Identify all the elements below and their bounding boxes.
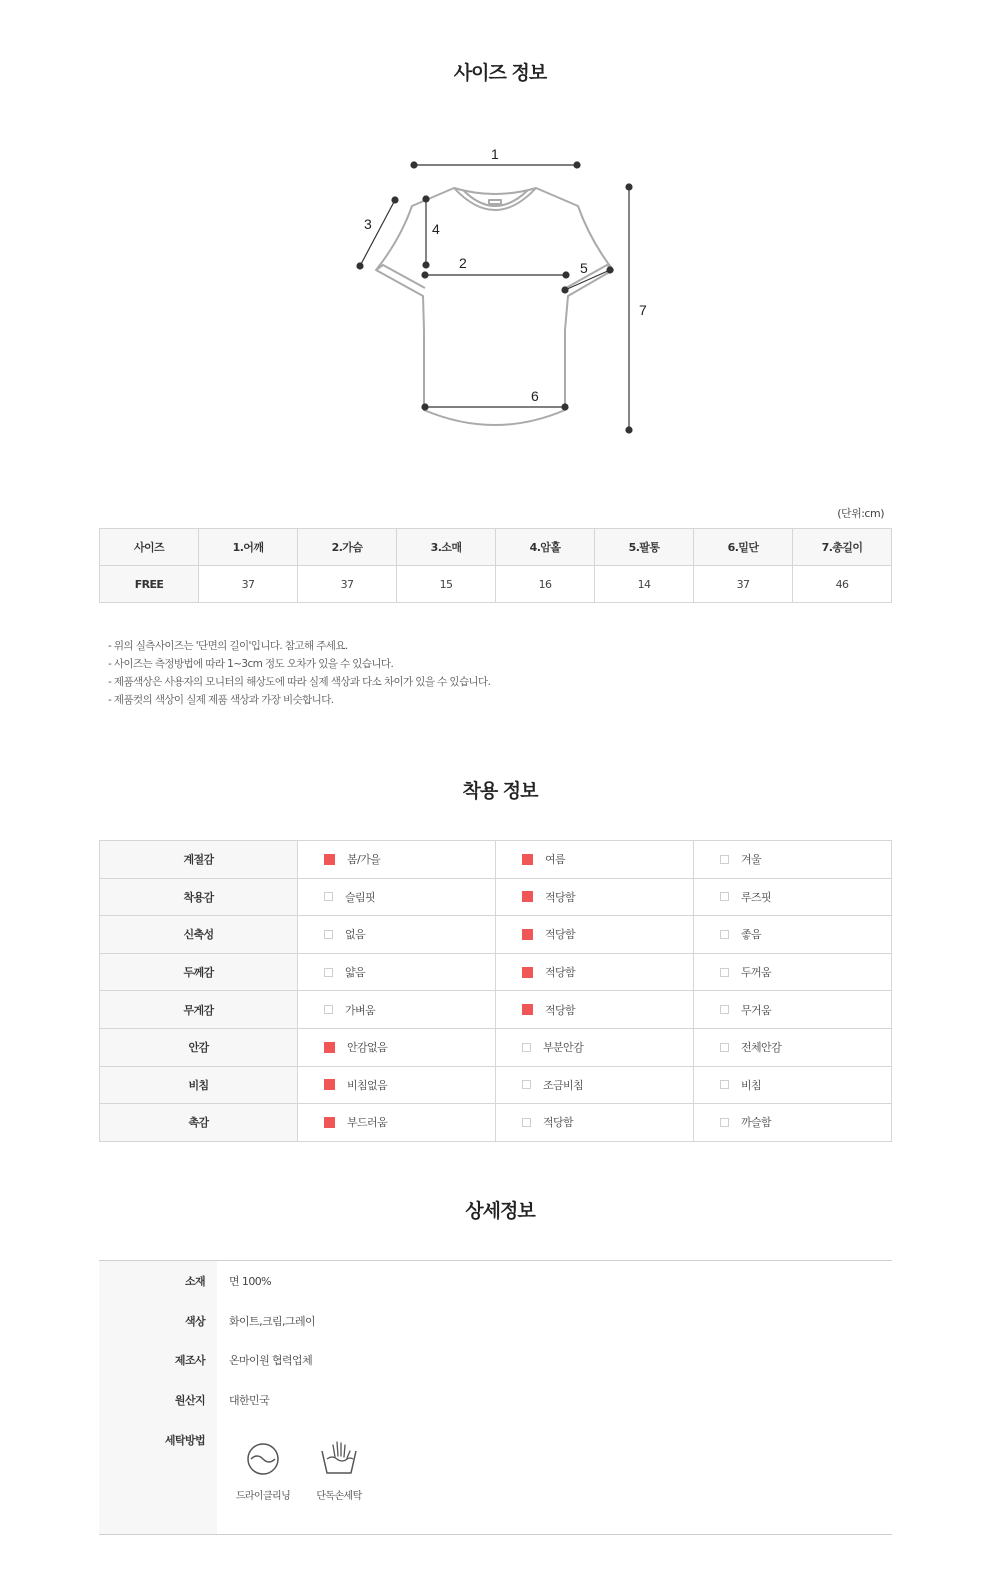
- fit-option-cell: [694, 1104, 892, 1142]
- unchecked-box-icon: [720, 1043, 729, 1052]
- checked-box-icon: [324, 854, 335, 865]
- fit-option-label: 적당함: [543, 1116, 574, 1130]
- checked-box-icon: [522, 1004, 533, 1015]
- fit-option-label: 부분안감: [543, 1041, 584, 1055]
- fit-option-label: 비침없음: [347, 1078, 388, 1092]
- unchecked-box-icon: [324, 930, 333, 939]
- unchecked-box-icon: [522, 1080, 531, 1089]
- fit-option-label: 여름: [545, 853, 566, 867]
- dim-label-4: 4: [432, 221, 440, 237]
- fit-option-cell: [298, 1028, 496, 1066]
- tshirt-outline: [376, 188, 613, 425]
- size-table: [99, 528, 892, 603]
- detail-table: [99, 1260, 892, 1535]
- dim-label-7: 7: [639, 302, 647, 318]
- fit-row-label: 착용감: [100, 878, 298, 916]
- size-header-cell: 1.어깨: [199, 529, 298, 566]
- dry-cleaning-icon: [245, 1441, 281, 1477]
- fit-option-cell: [496, 991, 694, 1029]
- unit-label: (단위:cm): [837, 507, 884, 520]
- size-header-cell: 5.팔통: [595, 529, 694, 566]
- fit-option: [496, 964, 693, 980]
- fit-option-cell: [496, 878, 694, 916]
- fit-info-title: 착용 정보: [462, 780, 538, 802]
- color-label: 색상: [184, 1315, 205, 1328]
- fit-row-label: 무게감: [100, 991, 298, 1029]
- checked-box-icon: [522, 854, 533, 865]
- fit-option: [298, 1114, 495, 1130]
- fit-option: [496, 1039, 693, 1055]
- fit-option: [496, 889, 693, 905]
- fit-option: [694, 889, 891, 905]
- fit-option-label: 적당함: [545, 928, 576, 942]
- fit-option-cell: [496, 1028, 694, 1066]
- fit-row-label: 비침: [100, 1066, 298, 1104]
- material-value: 면 100%: [229, 1275, 271, 1288]
- fit-row: [100, 841, 892, 879]
- size-table-row: [100, 566, 892, 603]
- fit-row: [100, 953, 892, 991]
- fit-option-cell: [496, 916, 694, 954]
- fit-option-label: 없음: [345, 928, 366, 942]
- fit-option-cell: [496, 1104, 694, 1142]
- fit-option-cell: [298, 841, 496, 879]
- hand-wash-label: 단독손세탁: [316, 1491, 362, 1502]
- fit-option: [496, 851, 693, 867]
- fit-option-label: 얇음: [345, 966, 366, 980]
- size-header-cell: 2.가슴: [298, 529, 397, 566]
- fit-option-label: 적당함: [545, 966, 576, 980]
- wash-label: 세탁방법: [164, 1434, 205, 1447]
- size-value-cell: 16: [496, 566, 595, 603]
- detail-info-title: 상세정보: [465, 1200, 535, 1222]
- fit-option: [298, 1077, 495, 1093]
- material-label: 소재: [184, 1275, 205, 1288]
- dim-label-5: 5: [580, 260, 588, 276]
- fit-row: [100, 1104, 892, 1142]
- fit-option-cell: [298, 991, 496, 1029]
- checked-box-icon: [522, 891, 533, 902]
- note-item: - 제품색상은 사용자의 모니터의 해상도에 따라 실제 색상과 다소 차이가 있을 수 있습니다.: [108, 676, 491, 688]
- fit-option-label: 봄/가을: [347, 853, 381, 867]
- fit-option-cell: [298, 878, 496, 916]
- checked-box-icon: [324, 1042, 335, 1053]
- fit-row-label: 촉감: [100, 1104, 298, 1142]
- size-name-cell: FREE: [100, 566, 199, 603]
- unchecked-box-icon: [720, 1005, 729, 1014]
- hand-wash-icon: [319, 1439, 359, 1477]
- size-header-cell: 사이즈: [100, 529, 199, 566]
- fit-option: [694, 926, 891, 942]
- color-value: 화이트,크림,그레이: [229, 1315, 316, 1328]
- checked-box-icon: [324, 1079, 335, 1090]
- tshirt-size-diagram: [0, 0, 1000, 460]
- fit-option-label: 무거움: [741, 1003, 772, 1017]
- fit-option-cell: [298, 1066, 496, 1104]
- fit-option-cell: [496, 841, 694, 879]
- fit-option-label: 부드러움: [347, 1116, 388, 1130]
- size-header-cell: 6.밑단: [694, 529, 793, 566]
- fit-option-label: 가벼움: [345, 1003, 376, 1017]
- maker-label: 제조사: [174, 1354, 205, 1367]
- unchecked-box-icon: [720, 892, 729, 901]
- size-header-cell: 7.총길이: [793, 529, 892, 566]
- fit-option-label: 까슬함: [741, 1116, 772, 1130]
- fit-option-cell: [694, 878, 892, 916]
- fit-option-label: 슬림핏: [345, 890, 376, 904]
- fit-option-cell: [496, 1066, 694, 1104]
- fit-option: [694, 1002, 891, 1018]
- fit-option-label: 겨울: [741, 853, 762, 867]
- unchecked-box-icon: [522, 1118, 531, 1127]
- size-header-cell: 4.암홀: [496, 529, 595, 566]
- fit-option-label: 두꺼움: [741, 966, 772, 980]
- fit-option-cell: [298, 916, 496, 954]
- fit-option-label: 비침: [741, 1078, 762, 1092]
- dim-label-1: 1: [491, 146, 499, 162]
- fit-row-label: 두께감: [100, 953, 298, 991]
- origin-label: 원산지: [174, 1394, 205, 1407]
- origin-value: 대한민국: [229, 1394, 270, 1407]
- fit-row-label: 신축성: [100, 916, 298, 954]
- fit-option: [298, 926, 495, 942]
- fit-option: [298, 1002, 495, 1018]
- fit-row: [100, 878, 892, 916]
- fit-row-label: 안감: [100, 1028, 298, 1066]
- unchecked-box-icon: [324, 892, 333, 901]
- maker-value: 온마이원 협력업체: [229, 1354, 313, 1367]
- unchecked-box-icon: [720, 930, 729, 939]
- fit-option: [298, 889, 495, 905]
- size-value-cell: 37: [298, 566, 397, 603]
- unchecked-box-icon: [720, 968, 729, 977]
- unchecked-box-icon: [324, 1005, 333, 1014]
- fit-option-label: 루즈핏: [741, 890, 772, 904]
- fit-option: [496, 926, 693, 942]
- note-item: - 위의 실측사이즈는 '단면의 길이'입니다. 참고해 주세요.: [108, 640, 348, 652]
- size-value-cell: 15: [397, 566, 496, 603]
- fit-option-label: 적당함: [545, 1003, 576, 1017]
- checked-box-icon: [522, 929, 533, 940]
- unchecked-box-icon: [324, 968, 333, 977]
- dry-cleaning-label: 드라이클리닝: [235, 1491, 291, 1502]
- unchecked-box-icon: [720, 855, 729, 864]
- fit-option: [496, 1114, 693, 1130]
- checked-box-icon: [522, 967, 533, 978]
- size-value-cell: 46: [793, 566, 892, 603]
- size-value-cell: 14: [595, 566, 694, 603]
- fit-option-cell: [298, 1104, 496, 1142]
- fit-option-label: 전체안감: [741, 1041, 782, 1055]
- size-info-title: 사이즈 정보: [453, 62, 547, 84]
- size-value-cell: 37: [199, 566, 298, 603]
- fit-option: [694, 851, 891, 867]
- unchecked-box-icon: [720, 1118, 729, 1127]
- size-table-header: [100, 529, 892, 566]
- fit-option-cell: [694, 841, 892, 879]
- fit-option: [496, 1077, 693, 1093]
- fit-row: [100, 1028, 892, 1066]
- checked-box-icon: [324, 1117, 335, 1128]
- fit-option: [298, 964, 495, 980]
- unchecked-box-icon: [522, 1043, 531, 1052]
- fit-table: [99, 840, 892, 1142]
- note-item: - 제품컷의 색상이 실제 제품 색상과 가장 비슷합니다.: [108, 694, 334, 706]
- dim-label-2: 2: [459, 255, 467, 271]
- fit-option-label: 안감없음: [347, 1041, 388, 1055]
- size-notes: [108, 637, 490, 709]
- note-item: - 사이즈는 측정방법에 따라 1~3cm 정도 오차가 있을 수 있습니다.: [108, 658, 394, 670]
- fit-option: [694, 1077, 891, 1093]
- fit-option-cell: [496, 953, 694, 991]
- fit-option: [298, 851, 495, 867]
- fit-row-label: 계절감: [100, 841, 298, 879]
- fit-option: [298, 1039, 495, 1055]
- fit-option-label: 조금비침: [543, 1078, 584, 1092]
- fit-option: [694, 964, 891, 980]
- dim-label-6: 6: [531, 388, 539, 404]
- fit-row: [100, 916, 892, 954]
- fit-row: [100, 1066, 892, 1104]
- fit-option: [496, 1002, 693, 1018]
- fit-option: [694, 1039, 891, 1055]
- fit-option-cell: [694, 991, 892, 1029]
- fit-option-cell: [298, 953, 496, 991]
- fit-option-label: 적당함: [545, 890, 576, 904]
- fit-row: [100, 991, 892, 1029]
- fit-option: [694, 1114, 891, 1130]
- fit-option-cell: [694, 916, 892, 954]
- size-value-cell: 37: [694, 566, 793, 603]
- fit-option-cell: [694, 1066, 892, 1104]
- dim-label-3: 3: [364, 216, 372, 232]
- fit-option-cell: [694, 1028, 892, 1066]
- fit-option-cell: [694, 953, 892, 991]
- size-header-cell: 3.소매: [397, 529, 496, 566]
- fit-option-label: 좋음: [741, 928, 762, 942]
- unchecked-box-icon: [720, 1080, 729, 1089]
